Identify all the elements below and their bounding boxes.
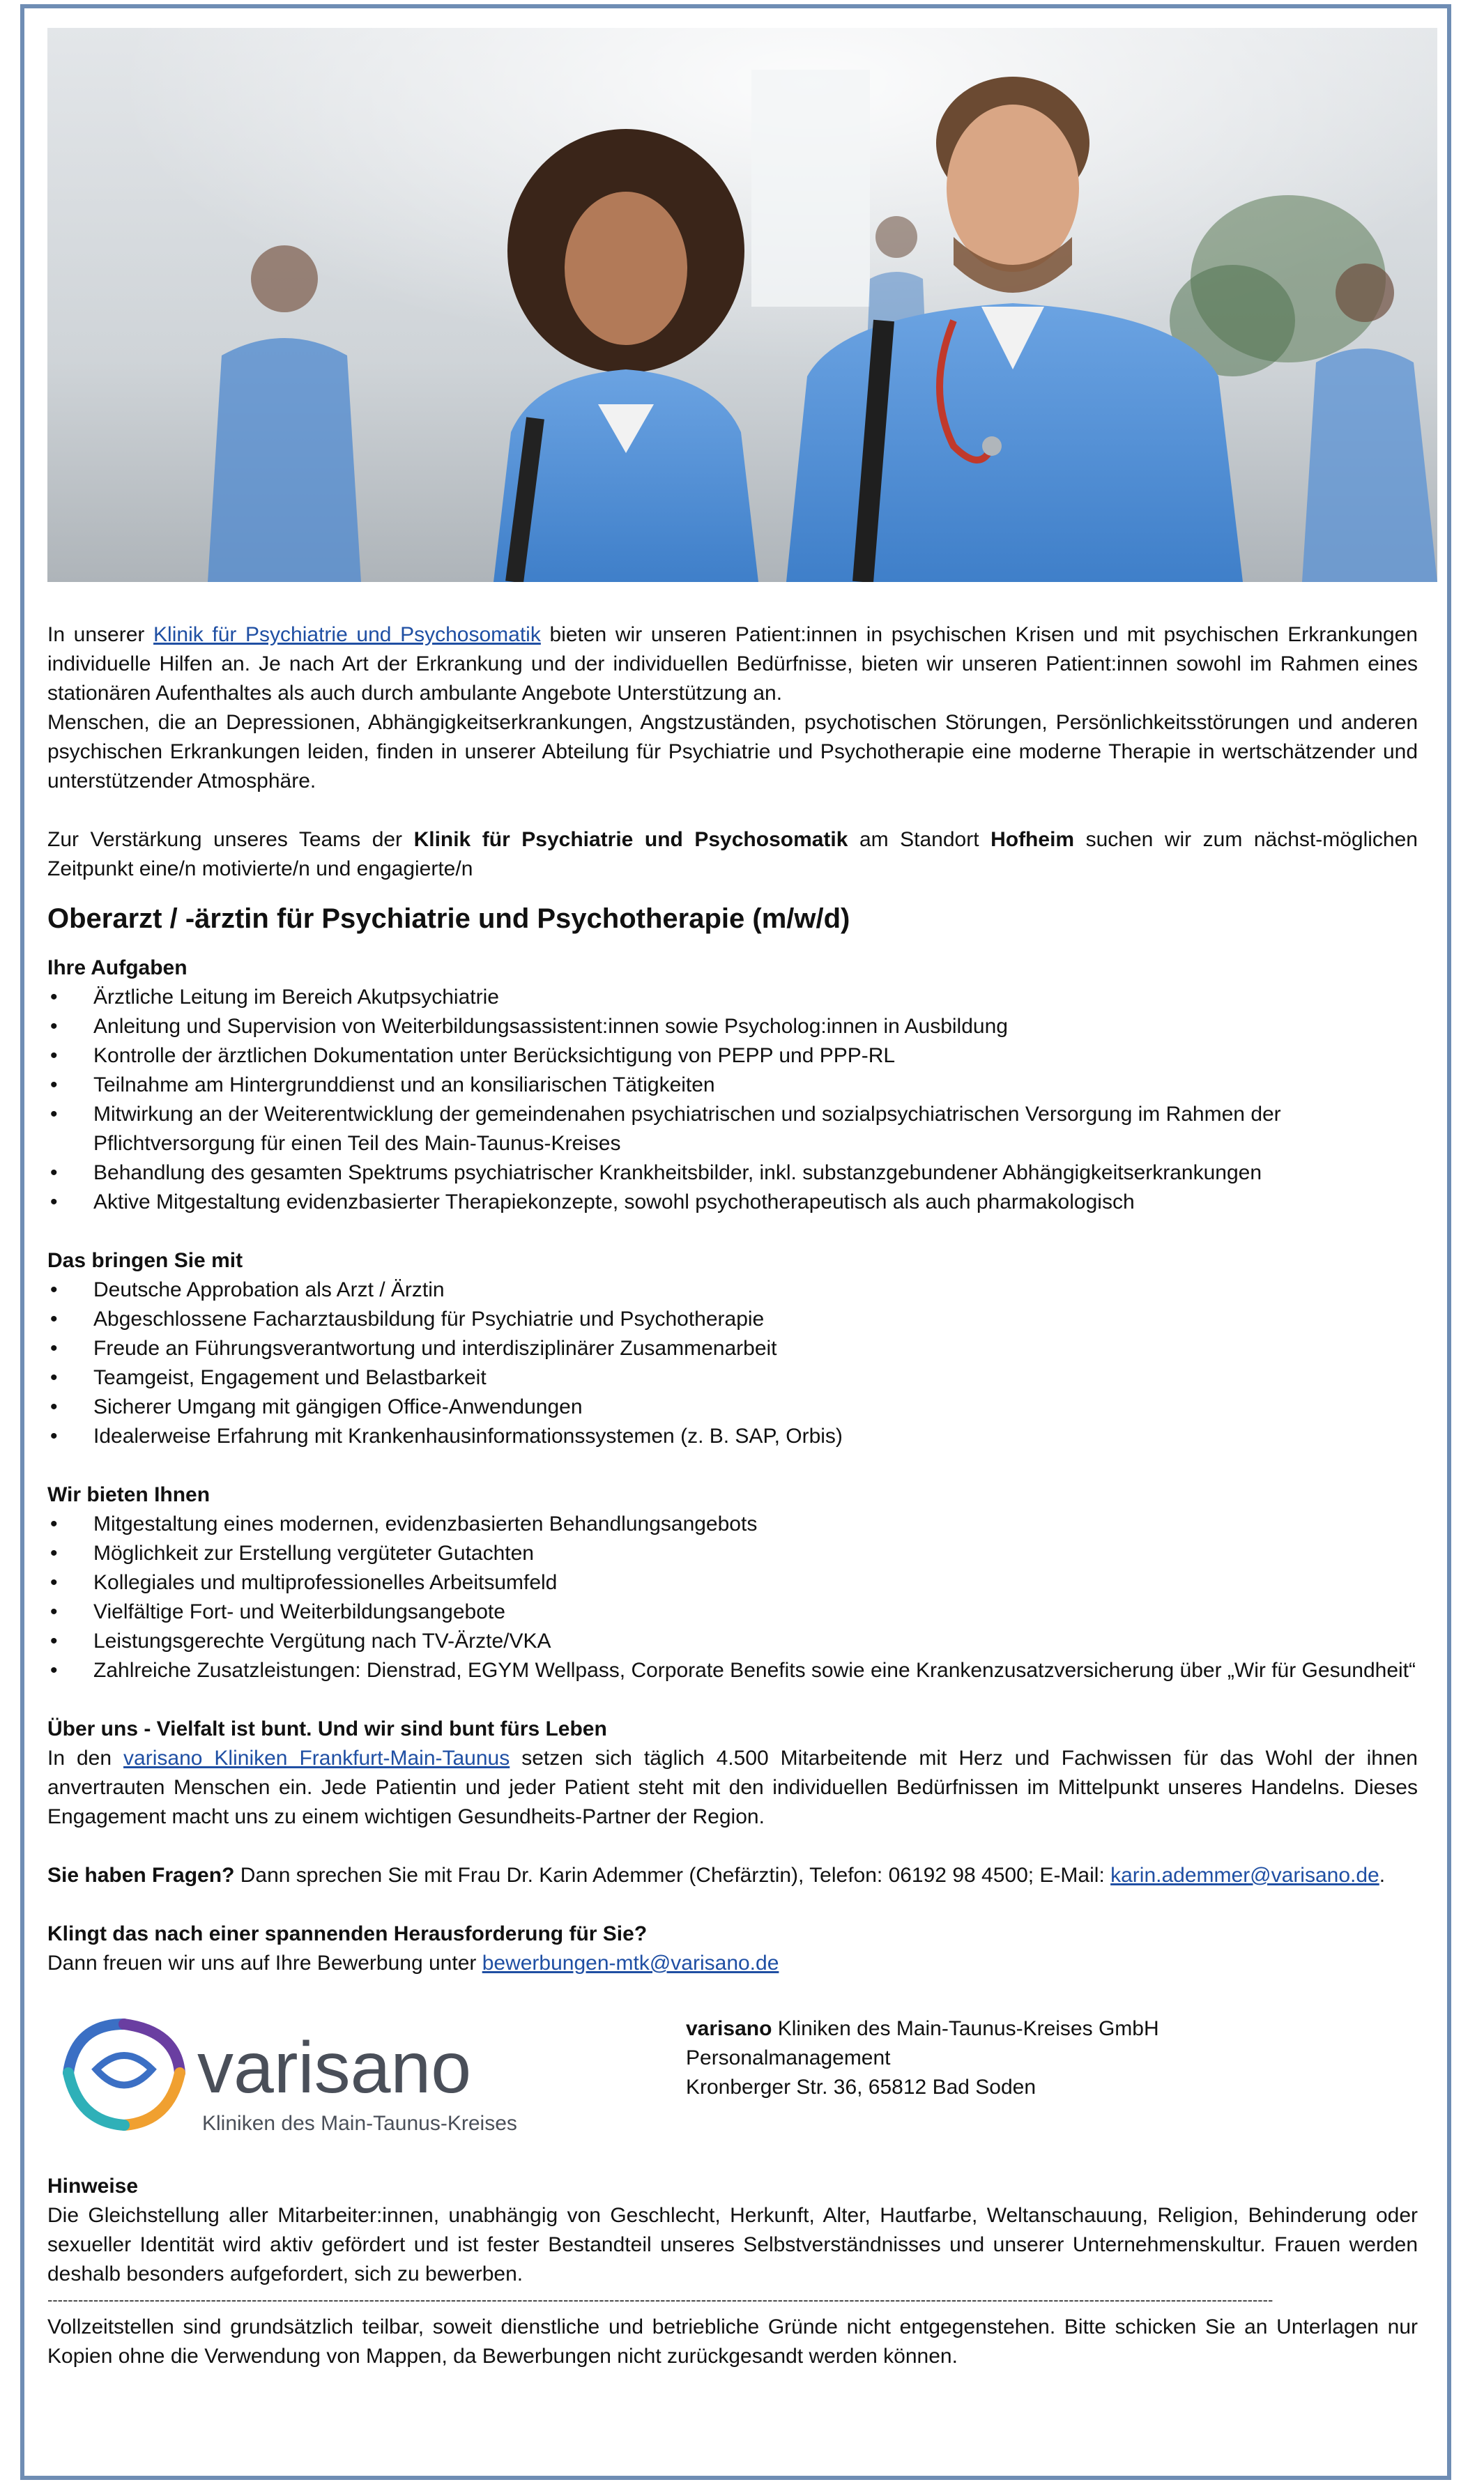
spacer — [47, 796, 1418, 825]
intro-paragraph-3: Zur Verstärkung unseres Teams der Klinik für Psychiatrie und Psychosomatik am Standort Hofheim suchen wir zum nächst-möglichen Zeitpunkt eine/n motivierte/n und engagierte/n — [47, 828, 1418, 880]
dashed-separator: ------------------------------------------------------------------------------------------------------------------------------------------------------------------------------------------------------------------------------------------------ — [47, 2292, 1273, 2308]
final-note: Vollzeitstellen sind grundsätzlich teilbar, soweit dienstliche und betriebliche Gründe nicht entgegenstehen. Bitte schicken Sie an Unterlagen nur Kopien ohne die Verwendung von Mappen, da Bewerbungen nicht zurückgesandt werden können. — [47, 2315, 1418, 2368]
list-item: • Vielfältige Fort- und Weiterbildungsangebote — [47, 1598, 1418, 1627]
about-heading: Über uns - Vielfalt ist bunt. Und wir sind bunt fürs Leben — [47, 1717, 607, 1740]
list-item: • Kontrolle der ärztlichen Dokumentation unter Berücksichtigung von PEPP und PPP-RL — [47, 1041, 1418, 1071]
notes-heading: Hinweise — [47, 2175, 139, 2198]
employer-address — [686, 2014, 1159, 2102]
job-title: Oberarzt / -ärztin für Psychiatrie und Psychotherapie (m/w/d) — [47, 903, 850, 934]
list-item: • Idealerweise Erfahrung mit Krankenhausinformationssystemen (z. B. SAP, Orbis) — [47, 1422, 1418, 1451]
list-item: • Sicherer Umgang mit gängigen Office-Anwendungen — [47, 1393, 1418, 1422]
spacer — [47, 2157, 1418, 2172]
tasks-heading: Ihre Aufgaben — [47, 956, 188, 979]
list-item: • Freude an Führungsverantwortung und interdisziplinärer Zusammenarbeit — [47, 1334, 1418, 1363]
address-line-2: Personalmanagement — [686, 2046, 891, 2069]
list-item: • Teamgeist, Engagement und Belastbarkeit — [47, 1363, 1418, 1393]
offers-heading: Wir bieten Ihnen — [47, 1483, 211, 1506]
spacer — [47, 1451, 1418, 1480]
hero-photo — [47, 28, 1437, 582]
offers-list — [47, 1510, 1418, 1685]
spacer — [47, 1890, 1418, 1920]
intro-paragraph-2: Menschen, die an Depressionen, Abhängigkeitserkrankungen, Angstzuständen, psychotischen Störungen, Persönlichkeitsstörungen und anderen psychischen Erkrankungen leiden, finden in unserer Abteilung für Psychiatrie und Psychotherapie eine moderne Therapie in wertschätzender und unterstützender Atmosphäre. — [47, 711, 1418, 792]
spacer — [47, 938, 1418, 954]
list-item: • Mitwirkung an der Weiterentwicklung der gemeindenahen psychiatrischen und sozialpsychiatrischen Versorgung im Rahmen der Pflichtversorgung für einen Teil des Main-Taunus-Kreises — [47, 1100, 1418, 1158]
about-paragraph: In den varisano Kliniken Frankfurt-Main-Taunus setzen sich täglich 4.500 Mitarbeitende mit Herz und Fachwissen für das Wohl der ihnen anvertrauten Menschen ein. Jede Patientin und jeder Patient steht mit den individuellen Bedürfnissen im Mittelpunkt unseres Handelns. Dieses Engagement macht uns zu einem wichtigen Gesundheits-Partner der Region. — [47, 1747, 1418, 1828]
address-line-3: Kronberger Str. 36, 65812 Bad Soden — [686, 2076, 1036, 2099]
list-item: • Abgeschlossene Facharztausbildung für Psychiatrie und Psychotherapie — [47, 1305, 1418, 1334]
logo-subtitle: Kliniken des Main-Taunus-Kreises — [202, 2112, 517, 2135]
spacer — [47, 1685, 1418, 1715]
contact-paragraph: Sie haben Fragen? Dann sprechen Sie mit Frau Dr. Karin Ademmer (Chefärztin), Telefon: 06192 98 4500; E-Mail: karin.ademmer@varisano.de. — [47, 1864, 1386, 1887]
address-line-1: varisano Kliniken des Main-Taunus-Kreises GmbH — [686, 2017, 1159, 2040]
list-item: • Deutsche Approbation als Arzt / Ärztin — [47, 1276, 1418, 1305]
hero-illustration — [47, 28, 1437, 582]
job-ad-content — [47, 620, 1418, 2371]
logo-wordmark: varisano — [197, 2028, 472, 2108]
requirements-list — [47, 1276, 1418, 1451]
list-item: • Ärztliche Leitung im Bereich Akutpsychiatrie — [47, 983, 1418, 1012]
list-item: • Kollegiales und multiprofessionelles Arbeitsumfeld — [47, 1568, 1418, 1598]
list-item: • Zahlreiche Zusatzleistungen: Dienstrad, EGYM Wellpass, Corporate Benefits sowie eine Krankenzusatzversicherung über „Wir für Gesundheit“ — [47, 1656, 1418, 1685]
list-item: • Behandlung des gesamten Spektrums psychiatrischer Krankheitsbilder, inkl. substanzgebundener Abhängigkeitserkrankungen — [47, 1158, 1418, 1188]
application-email-link[interactable]: bewerbungen-mtk@varisano.de — [482, 1952, 779, 1975]
notes-paragraph: Die Gleichstellung aller Mitarbeiter:innen, unabhängig von Geschlecht, Herkunft, Alter, Hautfarbe, Weltanschauung, Religion, Behinderung oder sexueller Identität wird aktiv gefördert und ist fester Bestandteil unseres Selbstverständnisses und unserer Unternehmenskultur. Frauen werden deshalb besonders aufgefordert, sich zu bewerben. — [47, 2204, 1418, 2285]
requirements-heading: Das bringen Sie mit — [47, 1249, 243, 1272]
apply-heading: Klingt das nach einer spannenden Herausforderung für Sie? — [47, 1922, 648, 1945]
intro-paragraph-1: In unserer Klinik für Psychiatrie und Psychosomatik bieten wir unseren Patient:innen in psychischen Krisen und mit psychischen Erkrankungen individuelle Hilfen an. Je nach Art der Erkrankung und der individuellen Bedürfnisse, bieten wir unseren Patient:innen sowohl im Rahmen eines stationären Aufenthaltes als auch durch ambulante Angebote Unterstützung an. — [47, 623, 1418, 705]
list-item: • Teilnahme am Hintergrunddienst und an konsiliarischen Tätigkeiten — [47, 1071, 1418, 1100]
spacer — [47, 884, 1418, 899]
list-item: • Mitgestaltung eines modernen, evidenzbasierten Behandlungsangebots — [47, 1510, 1418, 1539]
list-item: • Möglichkeit zur Erstellung vergüteter Gutachten — [47, 1539, 1418, 1568]
varisano-link[interactable]: varisano Kliniken Frankfurt-Main-Taunus — [123, 1747, 510, 1770]
list-item: • Anleitung und Supervision von Weiterbildungsassistent:innen sowie Psycholog:innen in Ausbildung — [47, 1012, 1418, 1041]
spacer — [47, 1217, 1418, 1246]
contact-email-link[interactable]: karin.ademmer@varisano.de — [1110, 1864, 1379, 1887]
varisano-logo — [47, 2003, 577, 2143]
apply-paragraph: Dann freuen wir uns auf Ihre Bewerbung unter bewerbungen-mtk@varisano.de — [47, 1952, 779, 1975]
spacer — [47, 1832, 1418, 1861]
list-item: • Aktive Mitgestaltung evidenzbasierter Therapiekonzepte, sowohl psychotherapeutisch als auch pharmakologisch — [47, 1188, 1418, 1217]
clinic-link[interactable]: Klinik für Psychiatrie und Psychosomatik — [153, 623, 541, 646]
tasks-list — [47, 983, 1418, 1217]
footer-brand-row — [47, 2003, 1418, 2157]
varisano-logo-mark — [47, 2003, 577, 2143]
list-item: • Leistungsgerechte Vergütung nach TV-Ärzte/VKA — [47, 1627, 1418, 1656]
